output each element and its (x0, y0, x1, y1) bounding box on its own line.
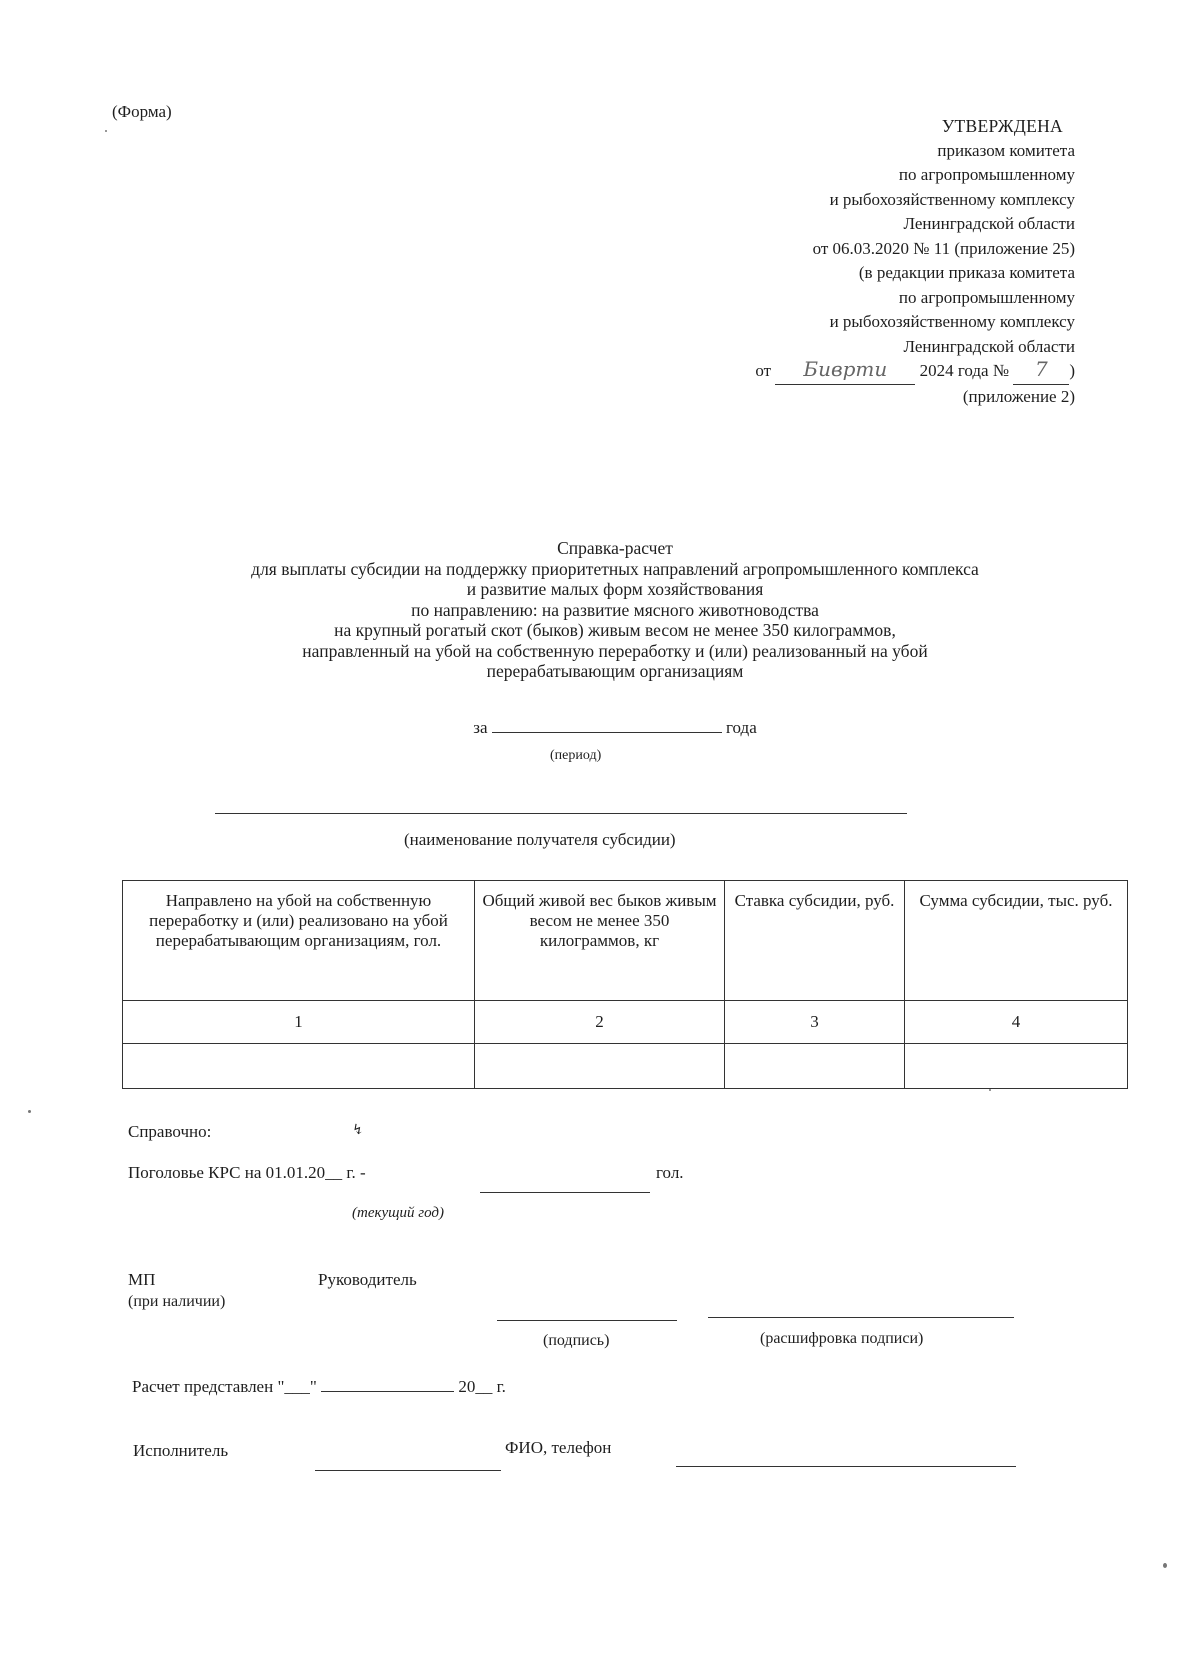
approval-line: и рыбохозяйственному комплексу (829, 189, 1075, 209)
subsidy-table (122, 880, 1128, 1089)
approval-title: УТВЕРЖДЕНА (941, 116, 1063, 136)
herd-unit: гол. (656, 1163, 684, 1182)
column-header: Ставка субсидии, руб. (725, 881, 905, 1001)
tick-mark-icon: ↯ (352, 1123, 364, 1138)
column-header: Направлено на убой на собственную переработку и (или) реализовано на убой перерабатывающим организациям, гол. (123, 881, 475, 1001)
head-label: Руководитель (318, 1270, 417, 1289)
approval-block (755, 114, 1075, 409)
herd-count-field[interactable] (480, 1192, 650, 1193)
column-number: 2 (475, 1001, 725, 1044)
approval-date-blank (775, 359, 915, 385)
table-row (123, 1044, 1128, 1089)
approval-line: и рыбохозяйственному комплексу (829, 312, 1075, 331)
period-line (0, 718, 1200, 738)
submitted-line (132, 1377, 506, 1397)
heading-line: и развитие малых форм хозяйствования (466, 579, 764, 599)
approval-line: (в редакции приказа комитета (858, 263, 1075, 282)
executor-contact-label: ФИО, телефон (505, 1438, 612, 1457)
heading-line: на крупный рогатый скот (быков) живым весом не менее 350 килограммов, (334, 620, 896, 640)
approval-line: по агропромышленному (898, 165, 1075, 184)
executor-label: Исполнитель (133, 1441, 229, 1460)
heading-line: перерабатывающим организациям (486, 661, 744, 681)
stamp-place-label: МП (128, 1270, 156, 1289)
column-header: Общий живой вес быков живым весом не менее 350 килограммов, кг (475, 881, 725, 1001)
herd-line (128, 1163, 366, 1183)
heading-line: для выплаты субсидии на поддержку приоритетных направлений агропромышленного комплекса (251, 558, 979, 579)
period-field[interactable] (492, 732, 722, 733)
approval-number-blank (1013, 359, 1069, 385)
reference-label: Справочно: (128, 1122, 212, 1141)
heading-line: по направлению: на развитие мясного животноводства (411, 599, 819, 620)
approval-line: Ленинградской области (903, 336, 1075, 356)
handwritten-number: 7 (1034, 357, 1048, 381)
approval-close-paren: ) (1069, 361, 1075, 380)
table-cell[interactable] (123, 1044, 475, 1089)
approval-date-prefix: от (755, 361, 772, 380)
form-label: (Форма) (112, 102, 172, 121)
approval-line: по агропромышленному (898, 287, 1075, 307)
recipient-caption: (наименование получателя субсидии) (404, 830, 676, 849)
year-caption: (текущий год) (352, 1205, 444, 1221)
signature-field[interactable] (497, 1320, 677, 1321)
signature-decode-caption: (расшифровка подписи) (760, 1330, 924, 1347)
period-prefix: за (473, 718, 488, 737)
column-header: Сумма субсидии, тыс. руб. (905, 881, 1128, 1001)
column-number: 4 (905, 1001, 1128, 1044)
heading-line: направленный на убой на собственную переработку и (или) реализованный на убой (302, 640, 928, 661)
stamp-place-note: (при наличии) (128, 1293, 226, 1310)
submitted-year: 20__ г. (458, 1377, 506, 1396)
signature-decode-field[interactable] (708, 1317, 1014, 1318)
document-heading (100, 538, 1130, 682)
approval-date-line (755, 359, 1075, 385)
approval-line: от 06.03.2020 № 11 (приложение 25) (812, 238, 1075, 258)
period-suffix: года (726, 718, 757, 737)
heading-title: Справка-расчет (557, 538, 673, 558)
handwritten-date: Биврти (803, 357, 888, 381)
approval-appendix: (приложение 2) (962, 386, 1075, 406)
column-number: 3 (725, 1001, 905, 1044)
table-cell[interactable] (725, 1044, 905, 1089)
column-number-row (123, 1001, 1128, 1044)
table-cell[interactable] (475, 1044, 725, 1089)
approval-line: приказом комитета (937, 140, 1075, 160)
table-header-row (123, 881, 1128, 1001)
table-cell[interactable] (905, 1044, 1128, 1089)
submitted-prefix: Расчет представлен "___" (132, 1377, 317, 1396)
approval-line: Ленинградской области (903, 214, 1075, 233)
executor-contact-field[interactable] (676, 1466, 1016, 1467)
approval-date-suffix: 2024 года № (919, 361, 1010, 380)
herd-prefix: Поголовье КРС на 01.01.20__ г. - (128, 1163, 366, 1182)
column-number: 1 (123, 1001, 475, 1044)
recipient-field[interactable] (215, 813, 907, 814)
executor-field[interactable] (315, 1470, 501, 1471)
submitted-month-field[interactable] (321, 1391, 454, 1392)
period-caption: (период) (550, 748, 602, 763)
signature-caption: (подпись) (543, 1332, 610, 1349)
